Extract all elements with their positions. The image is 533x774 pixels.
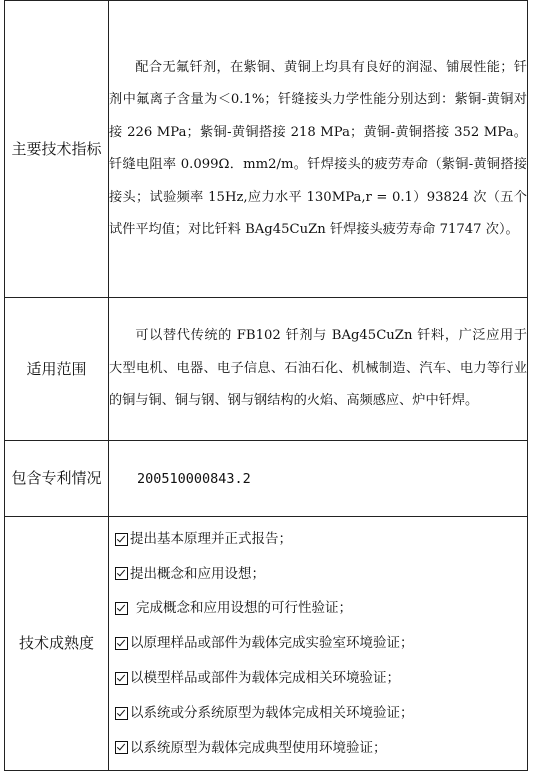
maturity-item-label: 提出概念和应用设想； bbox=[130, 565, 265, 582]
value-maturity bbox=[109, 517, 528, 771]
label-patent: 包含专利情况 bbox=[5, 441, 109, 517]
label-scope: 适用范围 bbox=[5, 298, 109, 441]
value-patent bbox=[109, 441, 528, 517]
checked-box-icon bbox=[115, 602, 128, 615]
row-scope bbox=[5, 298, 528, 441]
maturity-item bbox=[115, 626, 527, 661]
label-tech-indicators: 主要技术指标 bbox=[5, 1, 109, 298]
tech-spec-table bbox=[4, 0, 528, 771]
maturity-item-label: 以模型样品或部件为载体完成相关环境验证； bbox=[130, 670, 400, 687]
maturity-item-label: 以原理样品或部件为载体完成实验室环境验证； bbox=[130, 635, 414, 652]
maturity-item-label: 以系统或分系统原型为载体完成相关环境验证； bbox=[130, 704, 414, 721]
checked-box-icon bbox=[115, 672, 128, 685]
scope-text: 可以替代传统的 FB102 钎剂与 BAg45CuZn 钎料，广泛应用于大型电机、电器、电子信息、石油石化、机械制造、汽车、电力等行业的铜与铜、铜与钢、钢与钢结构的火焰、高频感应、炉中钎焊。 bbox=[109, 328, 527, 409]
checked-box-icon bbox=[115, 533, 128, 546]
maturity-item bbox=[115, 696, 527, 731]
value-scope bbox=[109, 298, 528, 441]
checked-box-icon bbox=[115, 637, 128, 650]
maturity-item-label: 完成概念和应用设想的可行性验证； bbox=[136, 600, 352, 617]
value-tech-indicators bbox=[109, 1, 528, 298]
label-maturity: 技术成熟度 bbox=[5, 517, 109, 771]
maturity-item bbox=[115, 730, 527, 765]
tech-indicators-text: 配合无氟钎剂，在紫铜、黄铜上均具有良好的润湿、铺展性能；钎剂中氟离子含量为＜0.1%；钎缝接头力学性能分别达到：紫铜-黄铜对接 226 MPa；紫铜-黄铜搭接 218 MPa；黄铜-黄铜搭接 352 MPa。钎缝电阻率 0.099Ω．mm2/m。钎焊接头的疲劳寿命（紫铜-黄铜搭接接头；试验频率 15Hz,应力水平 130MPa,r = 0.1）93824 次（五个试件平均值；对比钎料 BAg45CuZn 钎焊接头疲劳寿命 71747 次）。 bbox=[109, 59, 527, 237]
checked-box-icon bbox=[115, 567, 128, 580]
row-patent bbox=[5, 441, 528, 517]
row-maturity bbox=[5, 517, 528, 771]
maturity-item-label: 以系统原型为载体完成典型使用环境验证； bbox=[130, 739, 387, 756]
checked-box-icon bbox=[115, 707, 128, 720]
patent-number: 200510000843.2 bbox=[137, 470, 251, 487]
row-tech-indicators bbox=[5, 1, 528, 298]
maturity-item bbox=[115, 661, 527, 696]
maturity-item bbox=[115, 557, 527, 592]
maturity-item-label: 提出基本原理并正式报告； bbox=[130, 530, 292, 547]
maturity-item bbox=[115, 591, 527, 626]
checked-box-icon bbox=[115, 741, 128, 754]
maturity-item bbox=[115, 522, 527, 557]
